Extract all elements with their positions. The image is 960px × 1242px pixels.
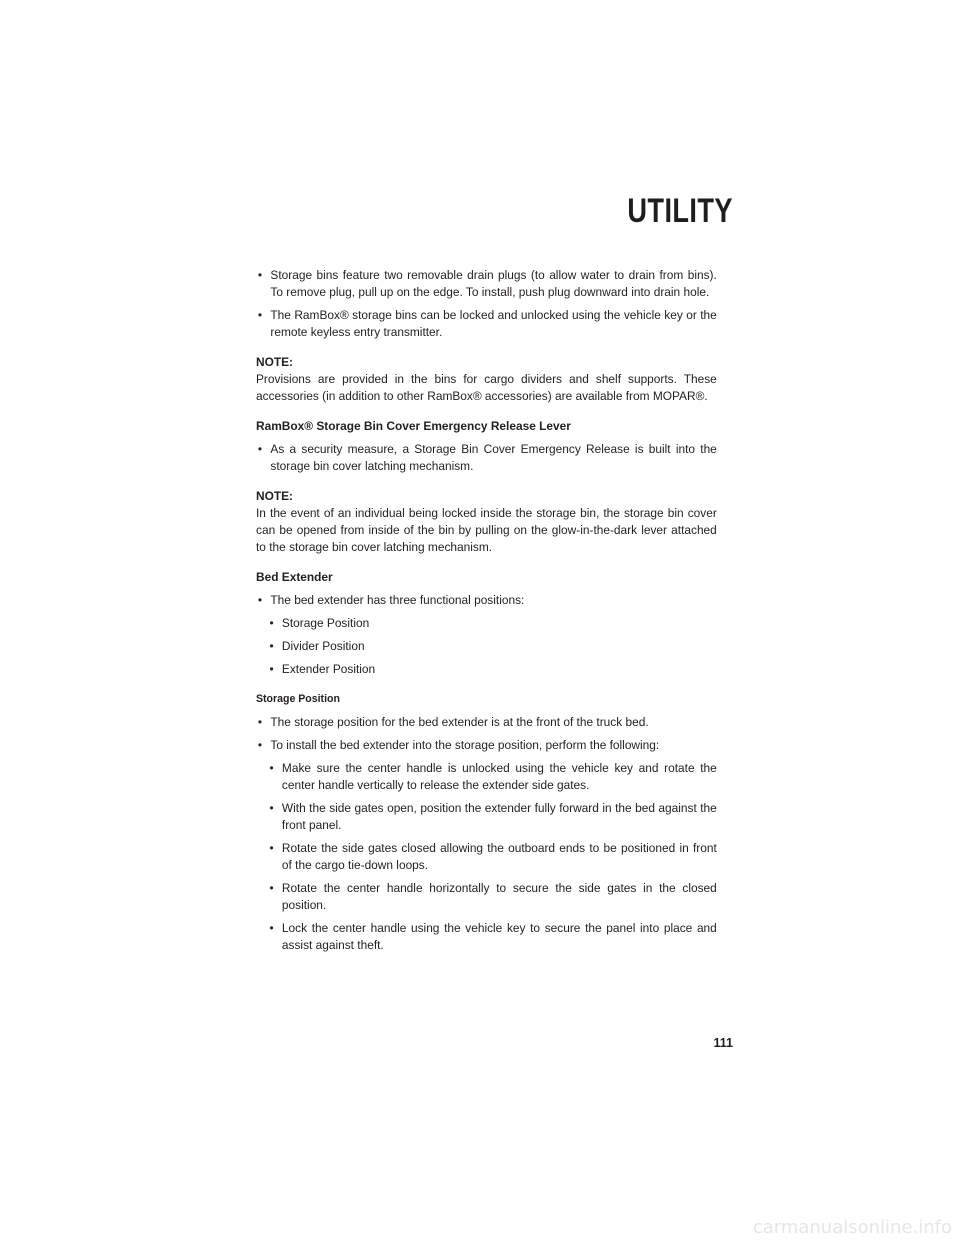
note-label: NOTE: [256,355,294,369]
position-item: • Extender Position [268,661,717,678]
bullet-storage: • To install the bed extender into the storage position, perform the following: [256,737,717,754]
step-item: • Rotate the side gates closed allowing the outboard ends to be positioned in front of the cargo tie-down loops. [268,840,717,874]
step-item: • Make sure the center handle is unlocked using the vehicle key and rotate the center handle vertically to release the extender side gates. [268,760,717,794]
note-label: NOTE: [256,489,294,503]
bullet-storage: • The storage position for the bed extender is at the front of the truck bed. [256,714,717,731]
bullet-drain-plugs: • Storage bins feature two removable drain plugs (to allow water to drain from bins). To remove plug, pull up on the edge. To install, push plug downward into drain hole. [256,267,717,301]
heading-emergency-release: RamBox® Storage Bin Cover Emergency Release Lever [256,419,571,433]
position-item: • Storage Position [268,615,717,632]
step-item: • Rotate the center handle horizontally to secure the side gates in the closed position. [268,880,717,914]
note-text: Provisions are provided in the bins for cargo dividers and shelf supports. These accessories (in addition to other RamBox® accessories) are available from MOPAR®. [256,372,717,403]
page-content [256,267,717,960]
section-title: UTILITY [627,192,733,230]
heading-bed-extender: Bed Extender [256,570,333,584]
bullet-lock-bins: • The RamBox® storage bins can be locked and unlocked using the vehicle key or the remote keyless entry transmitter. [256,307,717,341]
step-item: • With the side gates open, position the extender fully forward in the bed against the front panel. [268,800,717,834]
position-item: • Divider Position [268,638,717,655]
step-item: • Lock the center handle using the vehicle key to secure the panel into place and assist against theft. [268,920,717,954]
subheading-storage-position: Storage Position [256,693,340,705]
bullet-bed-extender: • The bed extender has three functional positions: [256,592,717,609]
bullet-emergency-release: • As a security measure, a Storage Bin Cover Emergency Release is built into the storage bin cover latching mechanism. [256,441,717,475]
page-number: 111 [713,1036,733,1050]
note-text: In the event of an individual being locked inside the storage bin, the storage bin cover can be opened from inside of the bin by pulling on the glow-in-the-dark lever attached to the storage bin cover latching mechanism. [256,506,717,554]
watermark[interactable]: carmanualsonline.info [752,1217,952,1238]
